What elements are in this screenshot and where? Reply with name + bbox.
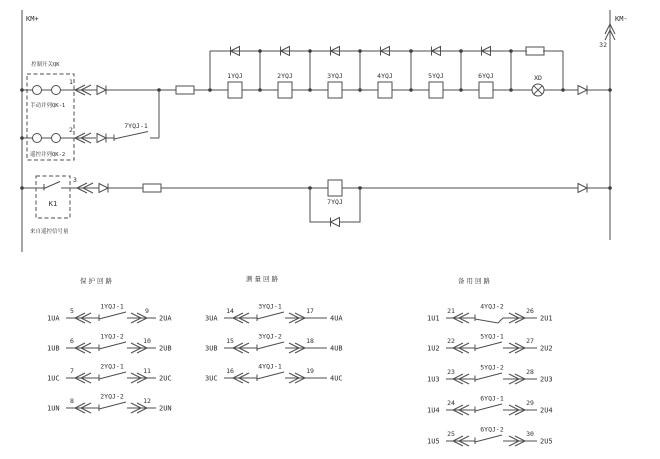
row-terminal-right: 17 [306,307,314,315]
row-contact-label: 1YQJ-2 [100,332,124,341]
relay-coil-icon [328,82,342,98]
row-terminal-right: 30 [526,430,534,438]
relay-label: 1YQJ [227,72,243,80]
row-contact-label: 4YQJ-2 [480,302,504,311]
row-terminal-right: 28 [526,368,534,376]
row-terminal-right: 27 [526,337,534,345]
row-contact-label: 6YQJ-1 [480,394,504,403]
contact-group-spare [427,276,553,446]
row-right-label: 2U5 [540,437,553,446]
row-terminal-left: 14 [226,307,234,315]
row-terminal-right: 12 [143,397,151,405]
group-title: 测量回路 [246,275,280,283]
no-contact-icon [257,372,284,381]
row-contact-label: 2YQJ-2 [100,392,124,401]
row-contact-label: 5YQJ-1 [480,332,504,341]
freewheel-diode-icon [331,218,340,227]
no-contact-icon [475,404,502,413]
aux-contact-label: 7YQJ-1 [124,122,148,130]
k1-caption: 来自遥控信号量 [30,229,69,235]
row-contact-label: 6YQJ-2 [480,425,504,434]
relay-label: 6YQJ [478,72,494,80]
row-terminal-left: 15 [226,337,234,345]
resistor-icon [143,184,161,192]
contact-terminal-icon [33,86,42,95]
row-contact-label: 5YQJ-2 [480,363,504,372]
right-bus-terminal-label: 32 [599,41,607,49]
remote-signal-box [22,176,99,235]
terminal-1: 1 [69,78,73,86]
row-left-label: 3UB [205,344,218,353]
row-left-label: 1U2 [427,344,440,353]
row-terminal-left: 5 [70,307,74,315]
no-contact-icon [99,372,126,381]
row-contact-label: 1YQJ-1 [100,302,124,311]
row-right-label: 2U2 [540,344,553,353]
row-terminal-right: 26 [526,307,534,315]
row-terminal-right: 10 [143,337,151,345]
control-box-title: 控制开关QK [31,62,60,68]
row-terminal-left: 16 [226,367,234,375]
row-terminal-left: 7 [70,367,74,375]
contact-row [47,363,172,384]
diode-icon [99,184,108,193]
diode-icon [578,184,587,193]
no-contact-icon [475,435,502,444]
row-contact-label: 4YQJ-1 [258,362,282,371]
relay-chain [210,47,610,99]
row-left-label: 1UN [47,404,60,413]
row-right-label: 2UN [159,404,172,413]
indicator-lamp-icon [532,84,544,96]
no-contact-icon [475,373,502,382]
row-right-label: 4UB [330,344,343,353]
row-left-label: 1UA [47,314,60,323]
row-left-label: 1UB [47,344,60,353]
row-left-label: 3UC [205,374,218,383]
aux-contact-7yqj-1-icon [114,132,159,142]
line1 [61,78,229,95]
group-title: 备用回路 [458,277,492,285]
control-switch-box [22,60,74,160]
coil-7yqj-label: 7YQJ [327,198,343,206]
relay-coil-icon [378,82,392,98]
row-terminal-left: 25 [447,430,455,438]
contact-row [427,364,553,385]
k1-label: K1 [48,200,58,208]
no-contact-icon [99,312,126,321]
row-terminal-right: 11 [143,367,151,375]
row-left-label: 1U1 [427,314,440,323]
contact-terminal-icon [52,134,61,143]
contact-terminal-icon [52,86,61,95]
row-right-label: 4UA [330,314,343,323]
row-terminal-right: 18 [306,337,314,345]
contact-row [427,426,553,447]
line2 [61,90,160,143]
left-bus-label: KM+ [26,15,39,23]
contact-group-protection [47,276,172,413]
contact-row [47,333,172,354]
nc-contact-icon [475,315,503,324]
k1-contact-icon [44,182,99,191]
contact-group-measurement [205,274,343,383]
contact-terminal-icon [33,134,42,143]
relay-coil-icon [479,82,493,98]
row-left-label: 3UA [205,314,218,323]
row-terminal-left: 22 [447,337,455,345]
row-terminal-left: 24 [447,399,455,407]
no-contact-icon [99,402,126,411]
contact-row [427,303,553,324]
right-bus [599,10,627,240]
row-left-label: 1U4 [427,406,440,415]
contact-row [205,363,343,384]
qk2-label: 遥控并列QK-2 [30,152,66,158]
resistor-icon [176,86,194,94]
row-terminal-left: 21 [447,307,455,315]
no-contact-icon [99,342,126,351]
relay-coil-icon [278,82,292,98]
line3 [73,176,610,227]
row-contact-label: 3YQJ-2 [258,332,282,341]
qk-contact-row-1 [22,86,65,110]
contact-row [205,333,343,354]
diode-icon [578,86,587,95]
row-right-label: 2UA [159,314,172,323]
contact-row [427,395,553,416]
row-terminal-left: 8 [70,397,74,405]
row-right-label: 2U4 [540,406,553,415]
row-right-label: 2UC [159,374,172,383]
relay-coil-7yqj-icon [328,180,342,196]
resistor-icon [526,47,544,55]
no-contact-icon [257,312,284,321]
relay-label: 3YQJ [327,72,343,80]
relay-coil-icon [429,82,443,98]
terminal-3: 3 [73,176,77,184]
no-contact-icon [257,342,284,351]
row-right-label: 4UC [330,374,343,383]
group-title: 保护回路 [80,277,114,285]
relay-label: 5YQJ [428,72,444,80]
row-left-label: 1UC [47,374,60,383]
qk-contact-row-2 [22,134,65,159]
no-contact-icon [475,342,502,351]
qk1-label: 手动并列QK-1 [30,103,66,109]
contact-row [47,393,172,414]
row-terminal-left: 6 [70,337,74,345]
row-right-label: 2UB [159,344,172,353]
contact-row [47,303,172,324]
row-terminal-right: 29 [526,399,534,407]
contact-row [427,333,553,354]
row-contact-label: 2YQJ-1 [100,362,124,371]
right-bus-label: KM- [615,15,628,23]
row-terminal-right: 9 [145,307,149,315]
row-terminal-left: 23 [447,368,455,376]
lamp-label: XD [534,74,542,82]
row-terminal-right: 19 [306,367,314,375]
row-left-label: 1U5 [427,437,440,446]
terminal-2: 2 [69,126,73,134]
row-left-label: 1U3 [427,375,440,384]
relay-label: 4YQJ [377,72,393,80]
row-contact-label: 3YQJ-1 [258,302,282,311]
row-right-label: 2U1 [540,314,553,323]
diode-icon [97,86,106,95]
row-right-label: 2U3 [540,375,553,384]
contact-row [205,303,343,324]
relay-coil-icon [228,82,242,98]
diode-icon [97,134,106,143]
relay-label: 2YQJ [277,72,293,80]
